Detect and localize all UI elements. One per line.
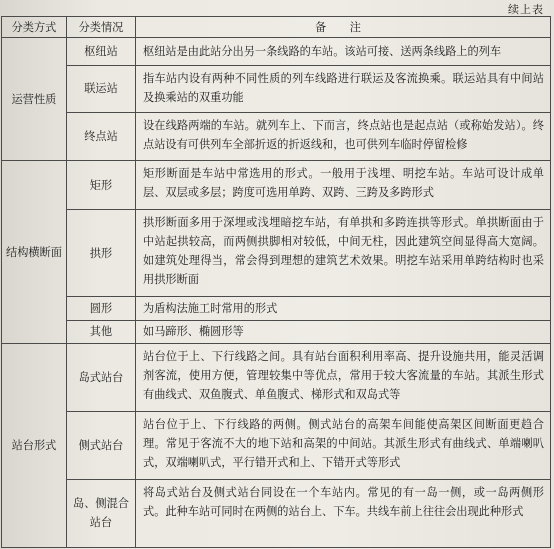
category-cell: 运营性质 (2, 38, 67, 161)
note-cell: 站台位于上、下行线路之间。具有站台面积利用率高、提升设施共用，能灵活调剂客流，使用方便，管理较集中等优点，常用于较大客流量的车站。其派生形式有曲线式、双鱼腹式、单鱼腹式、梯形式和双岛式等 (136, 344, 551, 412)
type-cell: 岛、侧混合站台 (67, 479, 136, 547)
note-cell: 指车站内设有两种不同性质的列车线路进行联运及客流换乘。联运站具有中间站及换乘站的双重功能 (136, 65, 551, 112)
note-cell: 枢纽站是由此站分出另一条线路的车站。该站可接、送两条线路上的列车 (136, 38, 551, 66)
note-cell: 为盾构法施工时常用的形式 (136, 297, 551, 320)
type-cell: 联运站 (67, 65, 136, 112)
type-cell: 岛式站台 (67, 344, 136, 412)
note-cell: 将岛式站台及侧式站台同设在一个车站内。常见的有一岛一侧，或一岛两侧形式。此种车站可同时在两侧的站台上、下车。共线车前上往往会出现此种形式 (136, 479, 551, 547)
table-row (2, 479, 551, 547)
category-cell: 站台形式 (2, 344, 67, 548)
table-header-row (2, 17, 551, 38)
note-cell: 如马蹄形、椭圆形等 (136, 320, 551, 343)
type-cell: 侧式站台 (67, 412, 136, 480)
header-remarks: 备 注 (136, 17, 551, 38)
category-cell: 结构横断面 (2, 161, 67, 344)
type-cell: 圆形 (67, 297, 136, 320)
station-classification-table (1, 16, 551, 548)
table-row (2, 412, 551, 480)
type-cell: 拱形 (67, 210, 136, 297)
type-cell: 枢纽站 (67, 38, 136, 66)
table-row (2, 112, 551, 161)
table-row (2, 65, 551, 112)
table-row (2, 297, 551, 320)
table-row (2, 344, 551, 412)
table-row (2, 320, 551, 343)
note-cell: 矩形断面是车站中常选用的形式。一般用于浅埋、明挖车站。车站可设计成单层、双层或多层；跨度可选用单跨、双跨、三跨及多跨形式 (136, 161, 551, 210)
table-row (2, 161, 551, 210)
note-cell: 站台位于上、下行线路的两侧。侧式站台的高架车间能使高架区间断面更趋合理。常见于客流不大的地下站和高架的中间站。其派生形式有曲线式、单端喇叭式，双端喇叭式，平行错开式和上、下错开式等形式 (136, 412, 551, 480)
note-cell: 拱形断面多用于深埋或浅埋暗挖车站，有单拱和多跨连拱等形式。单拱断面由于中站起拱较高，而两侧拱脚相对较低，中间无柱，因此建筑空间显得高大宽阔。如建筑处理得当，常会得到理想的建筑艺术效果。明挖车站采用单跨结构时也采用拱形断面 (136, 210, 551, 297)
type-cell: 终点站 (67, 112, 136, 161)
table-row (2, 210, 551, 297)
header-classification-method: 分类方式 (2, 17, 67, 38)
header-classification-type: 分类情况 (67, 17, 136, 38)
continued-label: 续上表 (508, 3, 544, 16)
note-cell: 设在线路两端的车站。就列车上、下而言，终点站也是起点站（或称始发站）。终点站设有可供列车全部折返的折返线和，也可供列车临时停留检修 (136, 112, 551, 161)
type-cell: 矩形 (67, 161, 136, 210)
type-cell: 其他 (67, 320, 136, 343)
table-row (2, 38, 551, 66)
